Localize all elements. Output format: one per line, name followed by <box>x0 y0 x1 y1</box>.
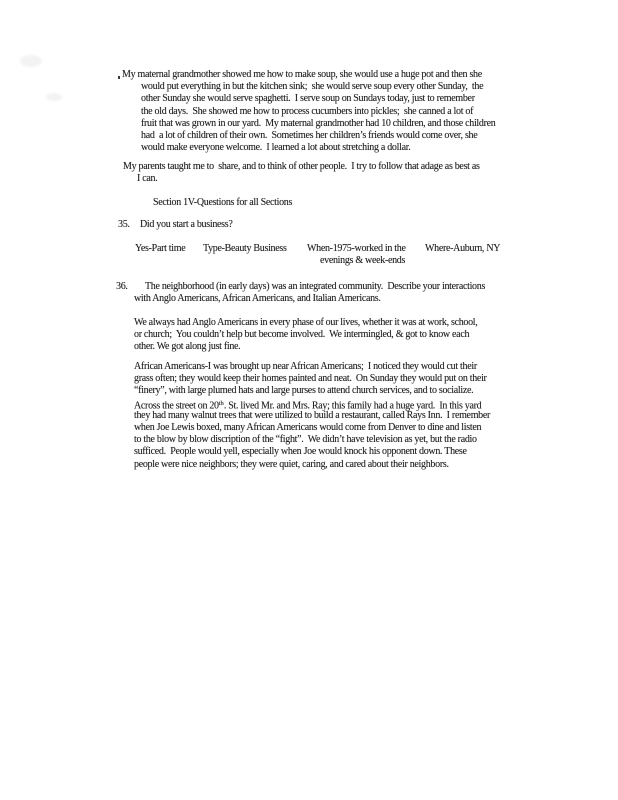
answer-business-type: Type-Beauty Business <box>203 243 287 254</box>
text-line: would make everyone welcome. I learned a lot about stretching a dollar. <box>141 142 411 154</box>
text-line: My parents taught me to share, and to think of other people. I try to follow that adage as best as <box>123 161 480 172</box>
scan-smudge <box>20 55 42 67</box>
text-line: they had many walnut trees that were utilized to build a restaurant, called Rays Inn. I remember <box>134 409 491 421</box>
answer-when-line2: evenings & week-ends <box>320 255 406 267</box>
question-36-line <box>116 281 485 293</box>
text-line: African Americans-I was brought up near African Americans; I noticed they would cut their <box>134 361 477 372</box>
paragraph-african-americans <box>134 361 490 471</box>
text-line: had a lot of children of their own. Sometimes her children’s friends would come over, she <box>141 129 478 141</box>
text-line: the old days. She showed me how to process cucumbers into pickles; she canned a lot of <box>141 105 474 117</box>
text-line: “finery”, with large plumed hats and large purses to attend church services, and to socialize. <box>134 385 474 397</box>
answer-yes-part-time: Yes-Part time <box>135 243 186 254</box>
text-line: We always had Anglo Americans in every phase of our lives, whether it was at work, school, <box>134 317 478 328</box>
paragraph-grandmother-soup <box>122 69 496 154</box>
ordinal-superscript: th <box>218 399 224 407</box>
text-line: other Sunday she would serve spaghetti. I serve soup on Sundays today, just to remember <box>141 93 475 105</box>
text-segment: Across the street on 20 <box>134 400 219 412</box>
paragraph-parents-sharing <box>123 161 480 185</box>
question-36-line: with Anglo Americans, African Americans, and Italian Americans. <box>134 293 381 305</box>
question-35-line <box>118 219 233 231</box>
text-line: people were nice neighbors; they were quiet, caring, and cared about their neighbors. <box>134 458 449 470</box>
section-header <box>153 197 292 209</box>
text-line: would put everything in but the kitchen sink; she would serve soup every other Sunday, the <box>141 81 484 93</box>
question-35-answer-row <box>0 243 618 269</box>
question-36-number: 36. <box>116 281 128 292</box>
text-line-20th-street <box>134 398 490 410</box>
scan-speck <box>118 76 120 79</box>
text-line: to the blow by blow discription of the “fight”. We didn’t have television as yet, but the radio <box>134 434 477 446</box>
answer-where: Where-Auburn, NY <box>425 243 501 254</box>
answer-when-line1: When-1975-worked in the <box>307 243 406 254</box>
text-line: My maternal grandmother showed me how to make soup, she would use a huge pot and then she <box>122 69 482 80</box>
text-line: when Joe Lewis boxed, many African Americans would come from Denver to dine and listen <box>134 421 482 433</box>
paragraph-anglo-americans <box>134 317 478 354</box>
question-35-text: Did you start a business? <box>140 219 233 230</box>
text-line: other. We got along just fine. <box>134 341 241 353</box>
question-36 <box>116 281 485 305</box>
scan-smudge <box>46 93 62 101</box>
question-35 <box>118 219 233 231</box>
text-line: grass often; they would keep their homes painted and neat. On Sunday they would put on their <box>134 373 487 385</box>
text-line: sufficed. People would yell, especially when Joe would knock his opponent down. These <box>134 446 467 458</box>
text-line: or church; You couldn’t help but become involved. We intermingled, & got to know each <box>134 329 470 341</box>
question-35-number: 35. <box>118 219 130 230</box>
text-line: I can. <box>137 173 158 185</box>
section-header-text: Section 1V-Questions for all Sections <box>153 197 293 208</box>
text-segment: . St. lived Mr. and Mrs. Ray; this family had a huge yard. In this yard <box>223 400 482 412</box>
text-line: fruit that was grown in our yard. My maternal grandmother had 10 children, and those children <box>141 117 496 129</box>
question-36-text: The neighborhood (in early days) was an integrated community. Describe your interactions <box>145 281 486 292</box>
